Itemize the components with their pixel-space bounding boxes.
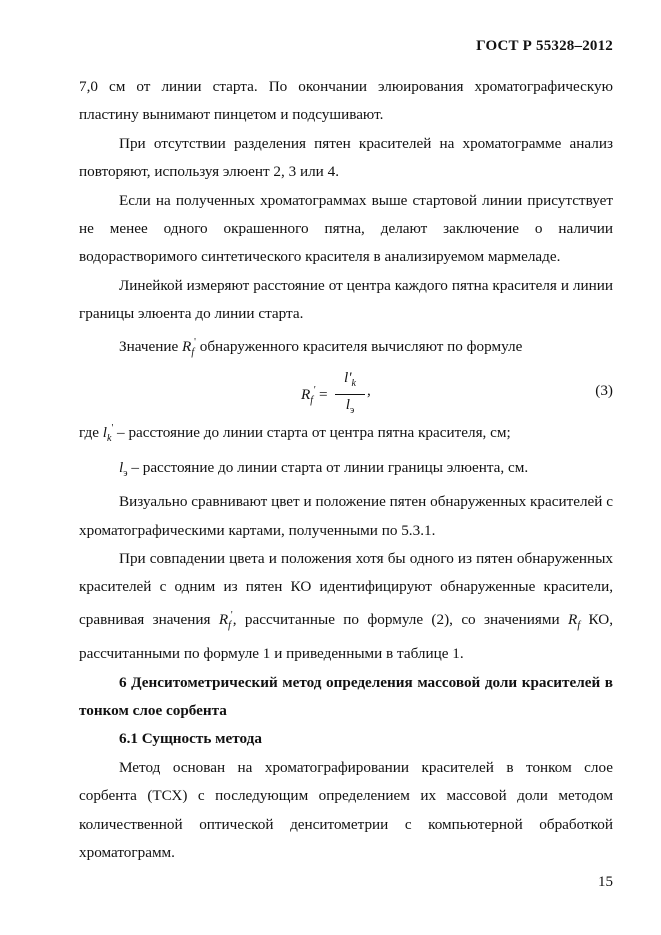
page-number: 15	[598, 874, 613, 890]
text-run: Значение	[119, 337, 183, 355]
paragraph: Метод основан на хроматографировании красителей в тонком слое сорбента (ТСХ) с последующим определением их массовой доли методом количественной оптической денситометрии с компьютерной обработкой хроматограмм.	[79, 758, 613, 862]
symbol-prime: '	[194, 336, 196, 348]
paragraph	[79, 329, 613, 368]
formula-block	[79, 367, 613, 415]
paragraph: $l_э$ – расстояние до линии старта от линии границы элюента, см.	[119, 458, 529, 479]
symbol-l: l	[102, 424, 107, 442]
formula-denominator: $l_э$	[345, 396, 355, 417]
paragraph: 7,0 см от линии старта. По окончании элюирования хроматографическую пластину вынимают пинцетом и подсушивают.	[79, 78, 613, 124]
paragraph: где $l_k'$ – расстояние до линии старта от центра пятна красителя, см;	[79, 423, 511, 445]
section-heading: 6 Денситометрический метод определения массовой доли красителей в тонком слое сорбента	[79, 673, 613, 720]
paragraph: Визуально сравнивают цвет и положение пятен обнаруженных красителей с хроматографическими картами, полученными по 5.3.1.	[79, 493, 613, 539]
formula-lhs: $R_f'$ =	[301, 385, 328, 407]
standard-header: ГОСТ Р 55328–2012	[476, 38, 613, 54]
paragraph: Линейкой измеряют расстояние от центра каждого пятна красителя и линии границы элюента до линии старта.	[79, 276, 613, 323]
paragraph: Если на полученных хроматограммах выше стартовой линии присутствует не менее одного окрашенного пятна, делают заключение о наличии водорастворимого синтетического красителя в анализируемом мармеладе.	[79, 191, 613, 266]
symbol-r: R	[182, 337, 192, 355]
paragraph: При отсутствии разделения пятен красителей на хроматограмме анализ повторяют, используя элюент 2, 3 или 4.	[79, 134, 613, 181]
formula-comma: ,	[367, 382, 371, 400]
formula-fraction	[335, 369, 365, 420]
document-body	[79, 73, 613, 867]
formula-numerator: $l'_k$	[344, 369, 356, 390]
symbol-f: f	[191, 346, 195, 358]
formula-number: (3)	[595, 382, 613, 400]
symbol-l: l	[119, 458, 124, 476]
paragraph: При совпадении цвета и положения хотя бы одного из пятен обнаруженных красителей с одним из пятен КО идентифицируют обнаруженные красители, сравнивая значения $R_f'$, рассчитанные по формуле (2), со значениями $R_f$ КО, рассчитанными по формуле 1 и приведенными в таблице 1.	[79, 549, 613, 663]
text-run: обнаруженного красителя вычисляют по формуле	[195, 337, 523, 355]
fraction-bar	[335, 394, 365, 395]
subsection-heading: 6.1 Сущность метода	[119, 730, 262, 748]
